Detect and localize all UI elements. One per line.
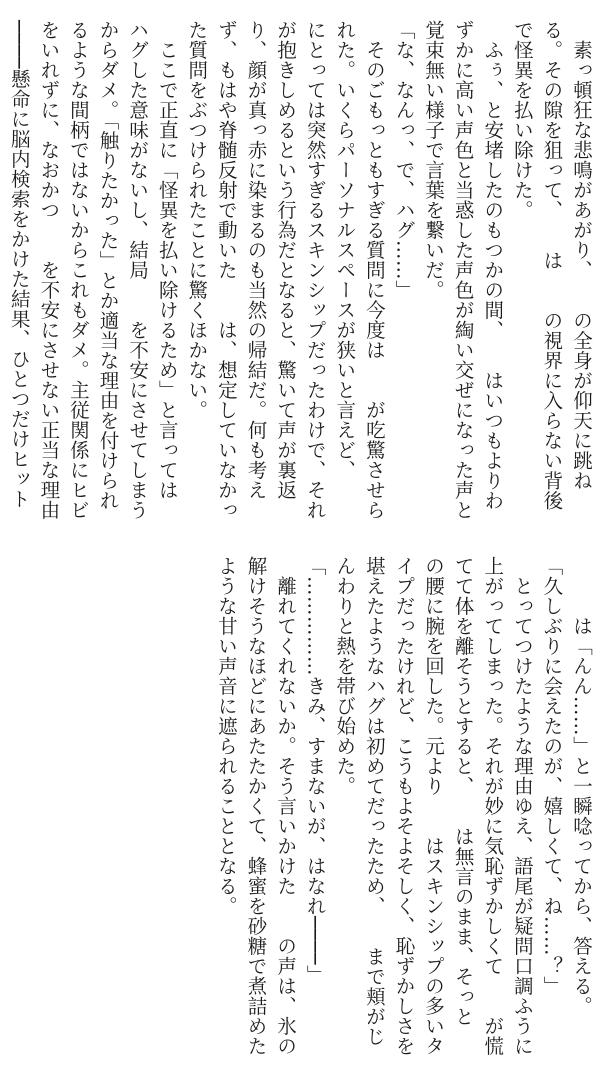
paragraph: そのごもっともすぎる質問に今度は が吃驚させられた。いくらパーソナルスペースが狭いと言えど、 にとっては突然すぎるスキンシップだったわけで、それが抱きしめるという行為だとなると、驚いて声が裏返り、顔が真っ赤に染まるのも当然の帰結だ。何も考えず、もはや脊髄反射で動いた は、想定していなかった質問をぶつけられたことに驚くほかない。 xyxy=(185,20,386,520)
paragraph: 素っ頓狂な悲鳴があがり、 の全身が仰天に跳ねる。その隙を狙って、 は の視界に入らない背後で怪異を払い除けた。 xyxy=(510,20,593,511)
upper-vertical-text xyxy=(7,20,596,526)
paragraph: とってつけたような理由ゆえ、語尾が疑問口調ふうに上がってしまった。それが妙に気恥ずかしくて が慌てて体を離そうとすると、 は無言のまま、そっと の腰に腕を回した。元より はスキンシップの多いタイプだったけれど、こうもよそよそしく、恥ずかしさを堪えたようなハグは初めてだったため、 まで頬がじんわりと熱を帯び始めた。 xyxy=(333,556,534,1067)
paragraph: 離れてくれないか。そう言いかけた の声は、氷の解けそうなほどにあたたかくて、蜂蜜を砂糖で煮詰めたような甘い声音に遮られることとなる。 xyxy=(214,556,298,1056)
lower-text-block xyxy=(16,556,596,1067)
paragraph: ふぅ、と安堵したのもつかの間、 はいつもよりわずかに高い声色と当惑した声色が綯い交ぜになった声と覚束無い様子で言葉を繋いだ。 xyxy=(422,20,505,520)
dialogue-line: 「久しぶりに会えたのが、嬉しくて、ね……？」 xyxy=(540,556,564,996)
upper-text-block xyxy=(7,20,596,526)
dialogue-line: 「な、なんっ、で、ハグ……」 xyxy=(392,20,416,300)
paragraph: は「んん……」と一瞬唸ってから、答える。 xyxy=(570,556,593,1016)
paragraph: ここで正直に「怪異を払い除けるため」と言っては ハグした意味がないし、結局 を不安にさせてしまうからダメ。「触りたかった」とか適当な理由を付けられるような間柄ではないからこれもダメ。主従関係にヒビをいれずに、なおかつ を不安にさせない正当な理由────懸命に脳内検索をかけた結果、ひとつだけヒット xyxy=(7,20,179,520)
dialogue-line: 「……………きみ、すまないが、はなれ────」 xyxy=(303,556,327,985)
lower-vertical-text xyxy=(16,556,596,1067)
